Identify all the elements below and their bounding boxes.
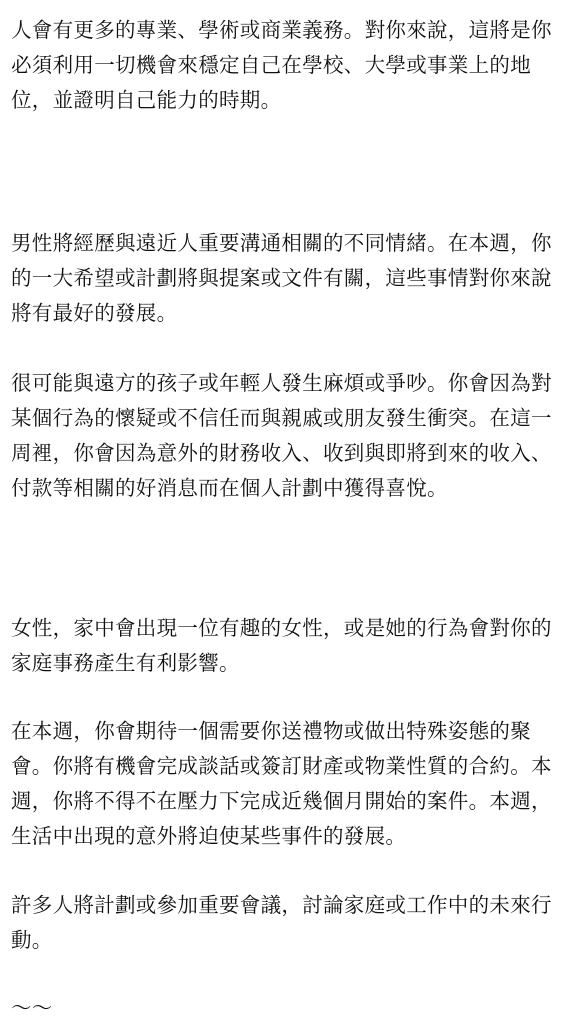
paragraph-conflicts-income: 很可能與遠方的孩子或年輕人發生麻煩或爭吵。你會因為對某個行為的懷疑或不信任而與親戚或朋友發生衝突。在這一周裡，你會因為意外的財務收入、收到與即將到來的收入、付款等相關的好消息而在個人計劃中獲得喜悅。: [11, 371, 552, 500]
paragraph-female-home: 女性，家中會出現一位有趣的女性，或是她的行為會對你的家庭事務產生有利影響。: [11, 616, 552, 675]
paragraph-academic-duties: 人會有更多的專業、學術或商業義務。對你來說，這將是你必須利用一切機會來穩定自己在學校、大學或事業上的地位，並證明自己能力的時期。: [11, 18, 552, 112]
paragraph-gathering-contracts: 在本週，你會期待一個需要你送禮物或做出特殊姿態的聚會。你將有機會完成談話或簽訂財產或物業性質的合約。本週，你將不得不在壓力下完成近幾個月開始的案件。本週，生活中出現的意外將迫使某些事件的發展。: [11, 719, 552, 848]
paragraph-meetings: 許多人將計劃或參加重要會議，討論家庭或工作中的未來行動。: [11, 893, 552, 952]
paragraph-tilde-separator: ～～: [11, 996, 53, 1020]
paragraph-male-emotions: 男性將經歷與遠近人重要溝通相關的不同情緒。在本週，你的一大希望或計劃將與提案或文件有關，這些事情對你來說將有最好的發展。: [11, 231, 552, 325]
